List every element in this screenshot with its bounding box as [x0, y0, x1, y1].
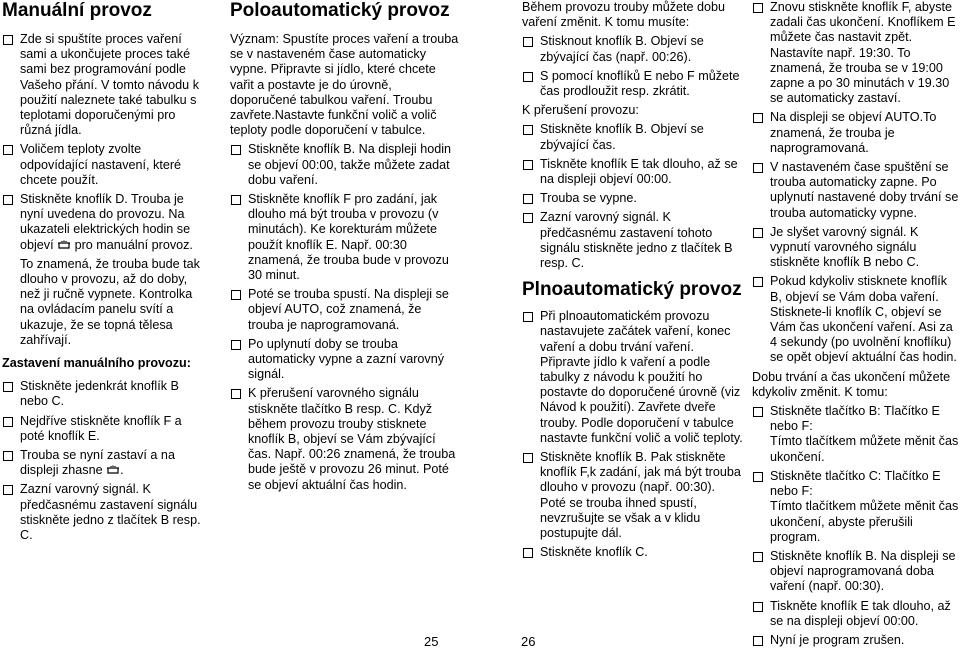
semiauto-steps: [230, 142, 460, 492]
stop-steps: [2, 379, 208, 543]
modify-steps: [752, 404, 960, 648]
change-steps: [522, 34, 744, 99]
list-item: Stiskněte knoflík B. Na displeji se objeví naprogramovaná doba vaření (např. 00:30).: [752, 549, 960, 595]
list-item: V nastaveném čase spuštění se trouba automaticky zapne. Po uplynutí nastavené doby trvání se trouba automaticky vypne.: [752, 160, 960, 221]
list-item: Voličem teploty zvolte odpovídající nastavení, které chcete použít.: [2, 142, 208, 188]
list-item: Znovu stiskněte knoflík F, abyste zadali čas ukončení. Knoflíkem E můžete čas nastavit zpět. Nastavíte např. 19:30. To znamená, že trouba se v 19:00 zapne a po 30 minutách v 19.30 se automaticky zastaví.: [752, 0, 960, 106]
list-item: Po uplynutí doby se trouba automaticky vypne a zazní varovný signál.: [230, 337, 460, 383]
list-item: Zazní varovný signál. K předčasnému zastavení tohoto signálu stiskněte jedno z tlačítek B resp. C.: [522, 210, 744, 271]
paragraph: K přerušení provozu:: [522, 103, 639, 118]
list-item: Je slyšet varovný signál. K vypnutí varovného signálu stiskněte knoflík B nebo C.: [752, 225, 960, 271]
intro-paragraph: Během provozu trouby můžete dobu vaření změnit. K tomu musíte:: [522, 0, 726, 30]
list-item: Zazní varovný signál. K předčasnému zastavení signálu stiskněte jedno z tlačítek B resp. C.: [2, 482, 208, 543]
intro-paragraph: Význam: Spustíte proces vaření a trouba se v nastaveném čase automaticky vypne. Připravte si jídlo, které chcete vařit a postavte je do úrovně, doporučené tabulkou vaření. Troubu zavřete.Nastavte funkční volič a volič teploty podle doporučení v tabulce.: [230, 32, 459, 138]
paragraph: Dobu trvání a čas ukončení můžete kdykoliv změnit. K tomu:: [752, 369, 951, 399]
list-item: Stiskněte jedenkrát knoflík B nebo C.: [2, 379, 208, 409]
text: Stiskněte tlačítko B: Tlačítko E nebo F:: [770, 404, 940, 434]
list-item: Nejdříve stiskněte knoflík F a poté knoflík E.: [2, 414, 208, 444]
column-2: [230, 0, 460, 497]
text: Tímto tlačítkem můžete měnit čas ukončení.: [770, 434, 959, 464]
interrupt-steps: [522, 122, 744, 271]
list-item: Stisknout knoflík B. Objeví se zbývající čas (např. 00:26).: [522, 34, 744, 64]
paragraph: To znamená, že trouba bude tak dlouho v provozu, až do doby, než ji ručně vypnete. Kontrolka na ovládacím panelu svítí a ukazuje, že se topná tělesa zahřívají.: [20, 256, 200, 347]
list-item: [2, 448, 208, 478]
column-1: [2, 0, 208, 547]
list-item: Tiskněte knoflík E tak dlouho, až se na displeji objeví 00:00.: [522, 157, 744, 187]
text: .: [120, 463, 124, 478]
column-4: [752, 0, 960, 652]
column-3: [522, 0, 744, 565]
fullauto-steps: [522, 309, 744, 560]
list-item: Poté se trouba spustí. Na displeji se objeví AUTO, což znamená, že trouba je naprogramovaná.: [230, 287, 460, 333]
list-item: Při plnoautomatickém provozu nastavujete začátek vaření, konec vaření a dobu trvání vaření. Připravte jídlo k vaření a podle tabulky z návodu k použití ho postavte do doporučené úrovně (viz Návod k použití). Zavřete dveře trouby. Podle doporučení v tabulce nastavte funkční volič a volič teploty.: [522, 309, 744, 446]
text: Tímto tlačítkem můžete měnit čas ukončení, abyste přerušili program.: [770, 499, 959, 544]
list-item: S pomocí knoflíků E nebo F můžete čas prodloužit resp. zkrátit.: [522, 69, 744, 99]
list-item: Stiskněte knoflík B. Na displeji hodin se objeví 00:00, takže můžete zadat dobu vaření.: [230, 142, 460, 188]
manual-steps: [2, 32, 208, 253]
list-item: Trouba se vypne.: [522, 191, 744, 206]
title-semiautomatic-mode: Poloautomatický provoz: [230, 0, 450, 21]
list-item: Stiskněte knoflík B. Pak stiskněte knoflík F,k zadání, jak má být trouba dlouho v provozu (např. 00:30). Poté se trouba ihned spustí, nevzrušujte se však a v klidu postupujte dál.: [522, 450, 744, 541]
list-item: [752, 469, 960, 545]
list-item: [2, 192, 208, 253]
text: pro manuální provoz.: [74, 237, 193, 252]
page-number-right: 26: [521, 634, 536, 649]
list-item: Nyní je program zrušen.: [752, 633, 960, 648]
list-item: K přerušení varovného signálu stiskněte tlačítko B resp. C. Když během provozu trouby stisknete knoflík B, objeví se Vám zbývající čas. Např. 00:26 znamená, že trouba bude ještě v provozu 26 minut. Poté se objeví aktuální čas hodin.: [230, 386, 460, 492]
list-item: Na displeji se objeví AUTO.To znamená, že trouba je naprogramovaná.: [752, 110, 960, 156]
list-item: Pokud kdykoliv stisknete knoflík B, objeví se Vám doba vaření. Stisknete-li knoflík C, objeví se Vám čas ukončení vaření. Asi za 4 sekundy (po uvolnění knoflíku) se opět objeví aktuální čas hodin.: [752, 274, 960, 365]
list-item: Tiskněte knoflík E tak dlouho, až se na displeji objeví 00:00.: [752, 599, 960, 629]
cooking-pot-icon: [106, 465, 120, 475]
text: Stiskněte tlačítko C: Tlačítko E nebo F:: [770, 468, 941, 499]
fullauto-steps-continued: [752, 0, 960, 366]
cooking-pot-icon: [57, 240, 71, 250]
list-item: [752, 404, 960, 465]
text: Trouba se nyní zastaví a na displeji zhasne: [20, 448, 175, 478]
list-item: Stiskněte knoflík F pro zadání, jak dlouho má být trouba v provozu (v minutách). Ke korekturám můžete použít knoflík E. Např. 00:30 znamená, že trouba bude v provozu 30 minut.: [230, 192, 460, 283]
subtitle-stop-manual: Zastavení manuálního provozu:: [2, 356, 191, 371]
text: Stiskněte knoflík D. Trouba je nyní uvedena do provozu. Na ukazateli elektrických hodin se objeví: [20, 192, 191, 252]
title-fullautomatic-mode: Plnoautomatický provoz: [522, 279, 742, 301]
list-item: Zde si spuštíte proces vaření sami a ukončujete proces také sami bez programování podle Vašeho přání. V tomto návodu k použití naleznete také tabulku s teplotami doporučenými pro různá jídla.: [2, 32, 208, 138]
list-item: Stiskněte knoflík B. Objeví se zbývající čas.: [522, 122, 744, 152]
title-manual-mode: Manuální provoz: [2, 0, 152, 21]
list-item: Stiskněte knoflík C.: [522, 545, 744, 560]
page-number-left: 25: [424, 634, 439, 649]
